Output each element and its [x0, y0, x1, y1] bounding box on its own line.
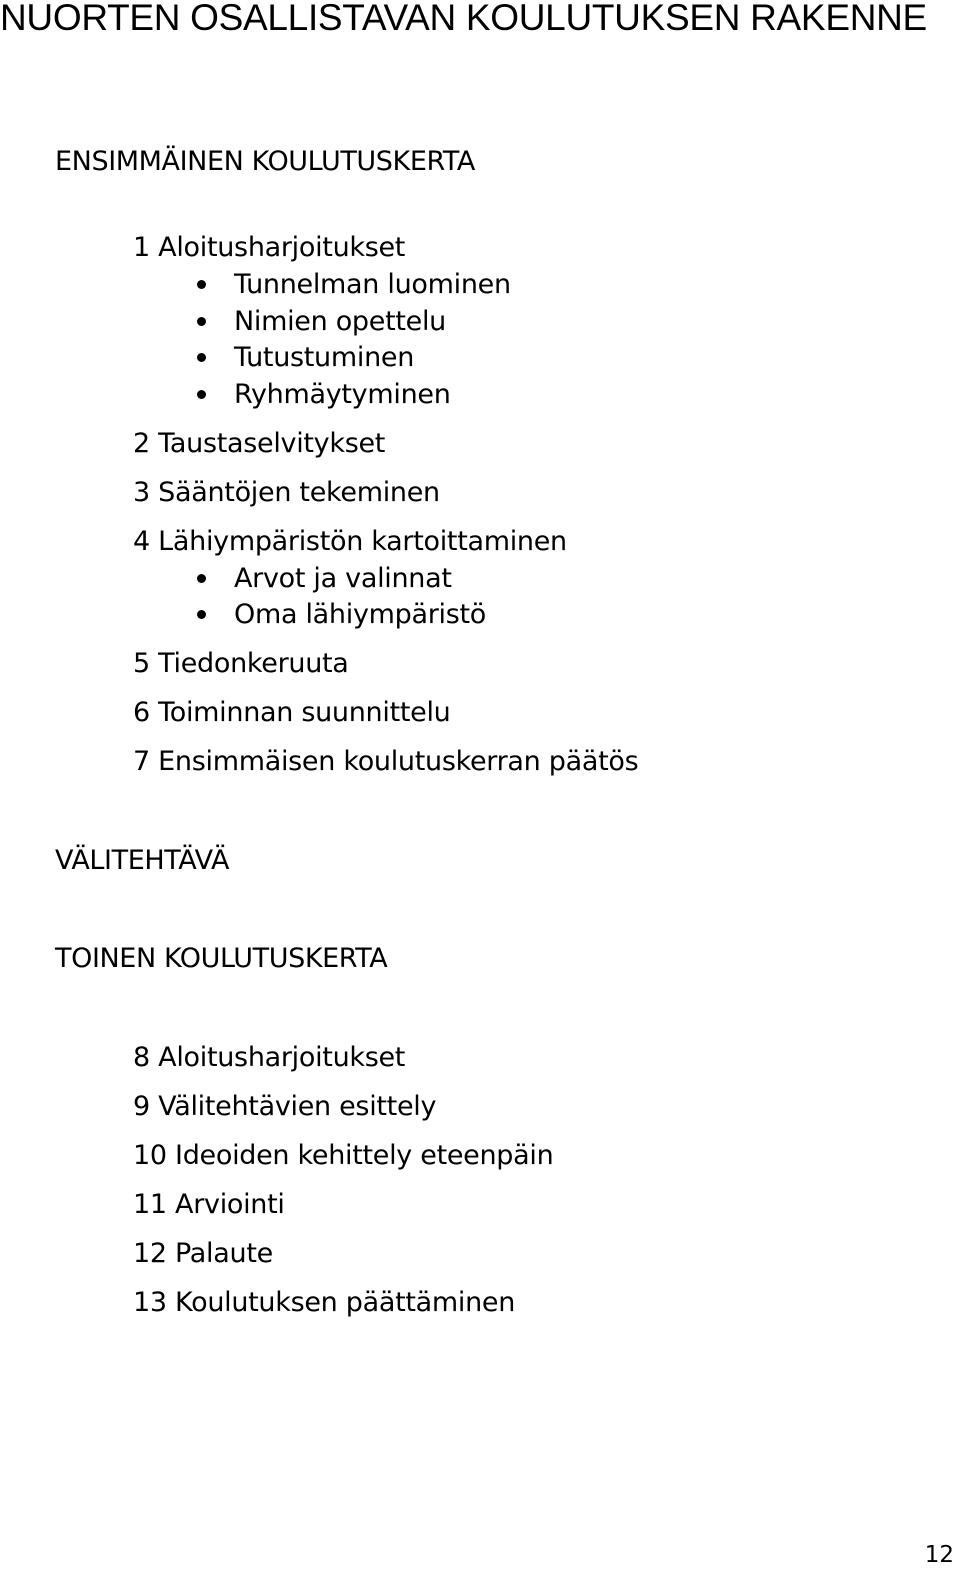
bullet-icon	[197, 317, 206, 326]
sub-list-item-label: Ryhmäytyminen	[234, 378, 451, 410]
bullet-icon	[197, 353, 206, 362]
list-item: 6 Toiminnan suunnittelu	[133, 697, 451, 728]
sublist	[133, 563, 913, 649]
sub-list-item	[133, 306, 913, 343]
list-item: 13 Koulutuksen päättäminen	[133, 1287, 516, 1318]
sub-list-item-label: Nimien opettelu	[234, 305, 446, 337]
list-item: 2 Taustaselvitykset	[133, 427, 386, 459]
sub-list-item-label: Oma lähiympäristö	[234, 599, 486, 630]
section-heading-first-session: ENSIMMÄINEN KOULUTUSKERTA	[55, 146, 475, 177]
list-item: 9 Välitehtävien esittely	[133, 1091, 437, 1122]
sub-list-item	[133, 563, 913, 600]
list-item: 12 Palaute	[133, 1238, 273, 1269]
sub-list-item-label: Arvot ja valinnat	[234, 562, 452, 594]
section-heading-second-session: TOINEN KOULUTUSKERTA	[55, 943, 388, 974]
bullet-icon	[197, 390, 206, 399]
bullet-icon	[197, 610, 206, 619]
sub-list-item-label: Tutustuminen	[234, 342, 415, 373]
section-heading-interim-task: VÄLITEHTÄVÄ	[55, 845, 230, 876]
sub-list-item	[133, 342, 913, 379]
bullet-icon	[197, 280, 206, 289]
list-item: 5 Tiedonkeruuta	[133, 648, 349, 679]
list-item: 11 Arviointi	[133, 1189, 285, 1220]
first-session-list	[133, 232, 913, 795]
list-item: 1 Aloitusharjoitukset	[133, 232, 406, 263]
list-item: 7 Ensimmäisen koulutuskerran päätös	[133, 746, 639, 777]
page-title: NUORTEN OSALLISTAVAN KOULUTUKSEN RAKENNE	[0, 0, 927, 38]
sub-list-item	[133, 379, 913, 428]
sub-list-item-label: Tunnelman luominen	[234, 269, 511, 300]
list-item: 3 Sääntöjen tekeminen	[133, 476, 440, 508]
page-number: 12	[924, 1542, 954, 1568]
list-item: 4 Lähiympäristön kartoittaminen	[133, 525, 567, 557]
sub-list-item	[133, 599, 913, 648]
bullet-icon	[197, 574, 206, 583]
list-item: 8 Aloitusharjoitukset	[133, 1042, 406, 1073]
sublist	[133, 269, 913, 428]
sub-list-item	[133, 269, 913, 306]
second-session-list	[133, 1042, 913, 1336]
list-item: 10 Ideoiden kehittely eteenpäin	[133, 1140, 554, 1171]
